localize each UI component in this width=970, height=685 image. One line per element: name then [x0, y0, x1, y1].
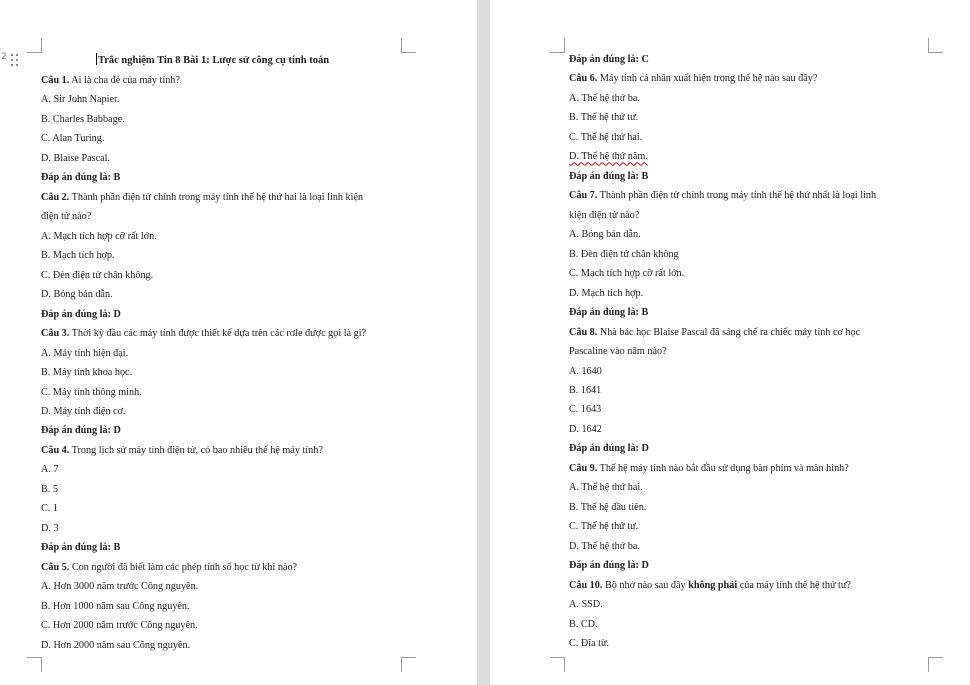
answer-line[interactable] [41, 541, 120, 554]
line-text: D. Mạch tích hợp. [569, 287, 644, 299]
line-text: C. Thế hệ thứ hai. [569, 131, 643, 143]
line-text: B. Mạch tích hợp. [41, 250, 115, 262]
option-line[interactable] [569, 520, 638, 533]
question-line[interactable] [569, 72, 817, 85]
page-corner-mark [928, 657, 943, 672]
option-line[interactable] [569, 150, 648, 163]
line-text: A. Sir John Napier. [41, 94, 120, 106]
bold-label: Đáp án đúng là: B [41, 542, 121, 554]
line-text: kiện điện tử nào? [569, 209, 640, 221]
line-text: B. CD. [569, 618, 598, 630]
bold-label: không phải [688, 579, 738, 591]
option-line[interactable] [569, 267, 684, 280]
option-line[interactable] [569, 540, 640, 553]
option-line[interactable] [569, 92, 640, 105]
line-text: C. Đèn điện tử chân không. [41, 269, 154, 281]
line-number-handle: 2 [1, 52, 7, 62]
line-text: A. 7 [41, 464, 59, 476]
line-text: B. Đèn điện tử chân không [569, 248, 679, 260]
option-line[interactable] [41, 639, 190, 652]
line-text: của máy tính thế hệ thứ tư? [737, 579, 851, 591]
answer-line[interactable] [41, 171, 120, 184]
option-line[interactable] [569, 228, 641, 241]
line-text: C. Thế hệ thứ tư. [569, 521, 639, 533]
option-line[interactable] [41, 93, 119, 106]
bold-label: Câu 5. [41, 561, 70, 573]
question-line[interactable] [569, 326, 860, 339]
bold-label: Đáp án đúng là: D [41, 308, 121, 320]
line-text: Thời kỳ đầu các máy tính được thiết kế dựa trên các rơle được gọi là gì? [69, 328, 367, 340]
bold-label: Câu 10. [569, 579, 603, 591]
option-line[interactable] [569, 598, 603, 611]
page-corner-mark [401, 38, 416, 53]
line-text: C. 1 [41, 503, 58, 515]
option-line[interactable] [41, 347, 128, 360]
option-line[interactable] [41, 152, 110, 165]
question-line[interactable] [41, 327, 366, 340]
option-line[interactable] [41, 502, 58, 515]
option-line[interactable] [569, 248, 679, 261]
page-corner-mark [27, 38, 42, 53]
line-text: Nhà bác học Blaise Pascal đã sáng chế ra chiếc máy tính cơ học [597, 326, 861, 338]
answer-line[interactable] [41, 308, 121, 321]
bold-label: Đáp án đúng là: B [569, 307, 649, 319]
line-text: Thế hệ máy tính nào bắt đầu sử dụng bàn phím và màn hình? [597, 462, 849, 474]
line-text: A. Thế hệ thứ hai. [569, 482, 643, 494]
line-text: C. Máy tính thông minh. [41, 386, 142, 398]
option-line[interactable] [41, 600, 190, 613]
bold-label: Câu 4. [41, 444, 70, 456]
answer-line[interactable] [569, 53, 649, 66]
line-text: D. 3 [41, 522, 59, 534]
option-line[interactable] [569, 111, 638, 124]
page-gutter [477, 0, 490, 685]
line-text: A. Bóng bán dẫn. [569, 229, 641, 241]
document-page-right [490, 0, 970, 685]
line-text: A. Thế hệ thứ ba. [569, 92, 640, 104]
option-line[interactable] [41, 269, 153, 282]
option-line[interactable] [569, 131, 642, 144]
option-line[interactable] [41, 463, 59, 476]
line-text: D. Blaise Pascal. [41, 152, 111, 164]
bold-label: Câu 3. [41, 328, 70, 340]
option-line[interactable] [41, 210, 91, 223]
option-line[interactable] [41, 386, 142, 399]
page-corner-mark [928, 38, 943, 53]
option-line[interactable] [569, 637, 609, 650]
bold-label: Câu 6. [569, 73, 598, 85]
question-line[interactable] [569, 579, 851, 592]
bold-label: Câu 9. [569, 462, 598, 474]
line-text: C. Hơn 2000 năm trước Công nguyên. [41, 620, 198, 632]
bold-label: Câu 8. [569, 326, 598, 338]
option-line[interactable] [569, 209, 639, 222]
line-text: Máy tính cá nhân xuất hiện trong thế hệ nào sau đây? [597, 73, 818, 85]
question-line[interactable] [569, 462, 849, 475]
bold-label: Câu 7. [569, 190, 598, 202]
document-title[interactable]: Trắc nghiệm Tin 8 Bài 1: Lược sử công cụ tính toán [98, 55, 330, 66]
option-line[interactable] [41, 483, 58, 496]
line-text: D. 1642 [569, 423, 602, 435]
option-line[interactable] [569, 345, 667, 358]
question-line[interactable] [569, 189, 876, 202]
answer-line[interactable] [41, 424, 121, 437]
line-text: C. Alan Turing. [41, 133, 105, 145]
bold-label: Đáp án đúng là: D [569, 560, 649, 572]
line-text: C. Đĩa từ. [569, 638, 610, 650]
answer-line[interactable] [569, 442, 649, 455]
option-line[interactable] [41, 230, 157, 243]
line-text: D. Máy tính điện cơ. [41, 405, 126, 417]
option-line[interactable] [569, 365, 602, 378]
document-page-left [0, 0, 477, 685]
bold-label: Đáp án đúng là: D [41, 425, 121, 437]
option-line[interactable] [41, 405, 126, 418]
option-line[interactable] [569, 403, 601, 416]
line-text: Con người đã biết làm các phép tính số học từ khi nào? [69, 561, 298, 573]
line-text: Bộ nhớ nào sau đây [602, 579, 689, 591]
line-text: C. Mạch tích hợp cỡ rất lớn. [569, 268, 685, 280]
option-line[interactable] [569, 384, 601, 397]
option-line[interactable] [569, 618, 598, 631]
line-text: B. Hơn 1000 năm sau Công nguyên. [41, 600, 190, 612]
line-text: D. Bóng bán dẫn. [41, 289, 113, 301]
line-text: A. Hơn 3000 năm trước Công nguyên. [41, 581, 199, 593]
option-line[interactable] [569, 501, 646, 514]
option-line[interactable] [569, 287, 643, 300]
option-line[interactable] [41, 288, 113, 301]
line-text: C. 1643 [569, 404, 602, 416]
bold-label: Câu 1. [41, 75, 70, 86]
question-line[interactable] [41, 561, 297, 574]
page-corner-mark [550, 657, 565, 672]
option-line[interactable] [41, 366, 132, 379]
bold-label: Đáp án đúng là: B [41, 172, 121, 184]
page-corner-mark [550, 38, 565, 53]
line-text: B. 1641 [569, 384, 602, 396]
question-line[interactable] [41, 74, 180, 87]
line-text: B. Máy tính khoa học. [41, 367, 133, 379]
page-corner-mark [27, 657, 42, 672]
line-text: Trong lịch sử máy tính điện tử, có bao nhiêu thế hệ máy tính? [69, 444, 323, 456]
line-text: Thành phần điện tử chính trong máy tính thế hệ thứ nhất là loại linh [597, 190, 877, 202]
line-text: điện tử nào? [41, 211, 92, 223]
option-line[interactable] [41, 619, 198, 632]
line-text: B. Thế hệ thứ tư. [569, 112, 639, 124]
line-text: A. 1640 [569, 365, 602, 377]
bold-label: Đáp án đúng là: B [569, 170, 649, 182]
line-text: B. 5 [41, 483, 58, 495]
line-text: A. SSD. [569, 599, 603, 611]
line-text: A. Máy tính hiện đại. [41, 347, 129, 359]
page-corner-mark [401, 657, 416, 672]
drag-grip-icon[interactable] [11, 54, 19, 68]
line-text: A. Mạch tích hợp cỡ rất lớn. [41, 230, 157, 242]
answer-line[interactable] [569, 306, 648, 319]
line-text: D. Thế hệ thứ ba. [569, 540, 640, 552]
question-line[interactable] [41, 191, 363, 204]
answer-line[interactable] [569, 170, 648, 183]
bold-label: Đáp án đúng là: D [569, 443, 649, 455]
option-line[interactable] [41, 522, 59, 535]
answer-line[interactable] [569, 559, 649, 572]
line-text: Ai là cha đẻ của máy tính? [69, 75, 180, 86]
question-line[interactable] [41, 444, 323, 457]
line-text: B. Thế hệ đầu tiên. [569, 501, 647, 513]
option-line[interactable] [569, 481, 643, 494]
line-text: B. Charles Babbage. [41, 113, 125, 125]
bold-label: Đáp án đúng là: C [569, 54, 649, 65]
text-cursor [96, 53, 97, 65]
line-text: Thành phần điện tử chính trong máy tính thế hệ thứ hai là loại linh kiện [69, 191, 364, 203]
bold-label: Câu 2. [41, 191, 70, 203]
option-line[interactable] [41, 249, 115, 262]
line-text: Pascaline vào năm nào? [569, 346, 667, 358]
option-line[interactable] [41, 132, 104, 145]
option-line[interactable] [41, 113, 125, 126]
line-text: D. Hơn 2000 năm sau Công nguyên. [41, 639, 191, 651]
option-line[interactable] [569, 423, 602, 436]
option-line[interactable] [41, 580, 198, 593]
line-text: D. Thế hệ thứ năm. [569, 151, 648, 163]
